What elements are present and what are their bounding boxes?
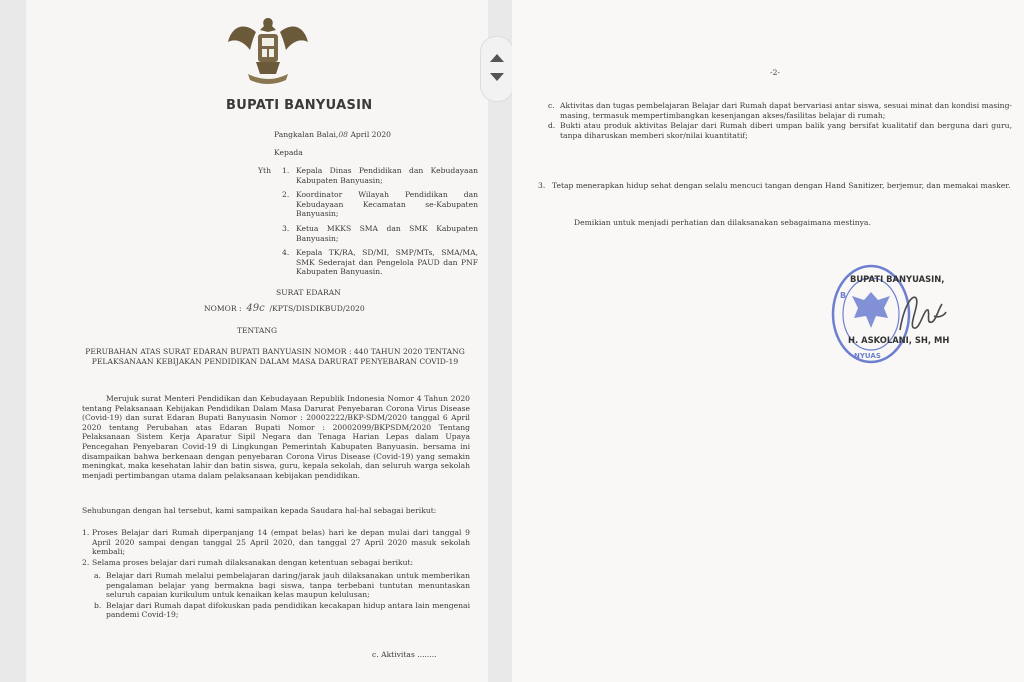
yth-label: Yth <box>258 166 271 175</box>
subpoint-item: d. Bukti atau produk aktivitas Belajar dari Rumah diberi umpan balik yang bersifat kualitatif dan berguna dari guru, tanpa diharuskan memberi skor/nilai kuantitatif; <box>548 121 1012 140</box>
continued-marker: c. Aktivitas ........ <box>372 650 437 659</box>
kepada-label: Kepada <box>274 148 303 157</box>
subpoints-list-continued <box>548 101 1012 140</box>
point-item: 1. Proses Belajar dari Rumah diperpanjang 14 (empat belas) hari ke depan mulai dari tanggal 9 April 2020 sampai dengan tanggal 25 April 2020, dan tanggal 27 April 2020 masuk sekolah kembali; <box>82 528 470 557</box>
recipient-item: 4. Kepala TK/RA, SD/MI, SMP/MTs, SMA/MA, SMK Sederajat dan Pengelola PAUD dan PNF Kabupaten Banyuasin. <box>282 248 478 277</box>
doc-type: SURAT EDARAN <box>276 288 341 297</box>
signatory-name: H. ASKOLANI, SH, MH <box>848 335 950 345</box>
subpoint-item: b. Belajar dari Rumah dapat difokuskan pada pendidikan kecakapan hidup antara lain mengenai pandemi Covid-19; <box>94 600 470 620</box>
handwritten-day: 08 <box>338 130 349 139</box>
place-date: Pangkalan Balai,08 April 2020 <box>274 130 392 139</box>
subpoint-item: a. Belajar dari Rumah melalui pembelajaran daring/jarak jauh dilaksanakan untuk memberikan pengalaman belajar yang bermakna bagi siswa, tanpa terbebani tuntutan menuntaskan seluruh capaian kurikulum untuk kenaikan kelas maupun kelulusan; <box>94 571 470 600</box>
subpoints-list <box>94 571 470 620</box>
garuda-emblem <box>226 12 310 92</box>
scroll-up-icon[interactable] <box>490 54 504 62</box>
tentang-label: TENTANG <box>236 326 278 335</box>
paragraph-points-intro: Sehubungan dengan hal tersebut, kami sampaikan kepada Saudara hal-hal sebagai berikut: <box>82 506 437 515</box>
page-scroll-control[interactable] <box>480 36 514 102</box>
recipient-item: 1. Kepala Dinas Pendidikan dan Kebudayaan Kabupaten Banyuasin; <box>282 166 478 185</box>
document-page-1 <box>26 0 488 682</box>
subject-heading: PERUBAHAN ATAS SURAT EDARAN BUPATI BANYUASIN NOMOR : 440 TAHUN 2020 TENTANG PELAKSANAAN KEBIJAKAN PENDIDIKAN DALAM MASA DARURAT PENYEBARAN COVID-19 <box>85 347 465 366</box>
point-item-3: 3. Tetap menerapkan hidup sehat dengan selalu mencuci tangan dengan Hand Sanitizer, berjemur, dan memakai masker. <box>538 181 1011 190</box>
points-list <box>82 528 470 567</box>
document-page-2 <box>512 0 1024 682</box>
handwritten-signature <box>894 286 950 340</box>
paragraph-intro: Merujuk surat Menteri Pendidikan dan Kebudayaan Republik Indonesia Nomor 4 Tahun 2020 tentang Pelaksanaan Kebijakan Pendidikan Dalam Masa Darurat Penyebaran Corona Virus Disease (Covid-19) dan surat Edaran Bupati Banyuasin Nomor : 20002222/BKP-SDM/2020 tanggal 6 April 2020 tentang Perubahan atas Edaran Bupati Nomor : 20002099/BKPSDM/2020 Tentang Pelaksanaan Sistem Kerja Aparatur Sipil Negara dan Tenaga Harian Lepas dalam Upaya Pencegahan Penyebaran Covid-19 di Lingkungan Pemerintah Kabupaten Banyuasin. bersama ini disampaikan bahwa berkenaan dengan penyebaran Corona Virus Disease (Covid-19) yang semakin meningkat, maka kesehatan lahir dan batin siswa, guru, kepala sekolah, dan seluruh warga sekolah menjadi pertimbangan utama dalam pelaksanaan kebijakan pendidikan. <box>82 394 470 480</box>
stamp-bottom-text: NYUAS <box>854 352 881 360</box>
closing-statement: Demikian untuk menjadi perhatian dan dilaksanakan sebagaimana mestinya. <box>574 218 871 227</box>
point-item: 2. Selama proses belajar dari rumah dilaksanakan dengan ketentuan sebagai berikut: <box>82 557 414 567</box>
recipient-list <box>282 166 478 277</box>
doc-number: NOMOR : 49c /KPTS/DISDIKBUD/2020 <box>204 303 365 314</box>
handwritten-number: 49c <box>246 303 265 314</box>
signatory-title: BUPATI BANYUASIN, <box>850 274 945 284</box>
agency-title: BUPATI BANYUASIN <box>226 98 373 113</box>
subpoint-item: c. Aktivitas dan tugas pembelajaran Belajar dari Rumah dapat bervariasi antar siswa, sesuai minat dan kondisi masing-masing, termasuk mempertimbangkan kesenjangan akses/fasilitas belajar di rumah; <box>548 101 1012 120</box>
recipient-item: 2. Koordinator Wilayah Pendidikan dan Kebudayaan Kecamatan se-Kabupaten Banyuasin; <box>282 190 478 219</box>
recipient-item: 3. Ketua MKKS SMA dan SMK Kabupaten Banyuasin; <box>282 223 478 243</box>
stamp-letter: B <box>840 291 847 300</box>
page-number: -2- <box>770 68 780 77</box>
scroll-down-icon[interactable] <box>490 73 504 81</box>
